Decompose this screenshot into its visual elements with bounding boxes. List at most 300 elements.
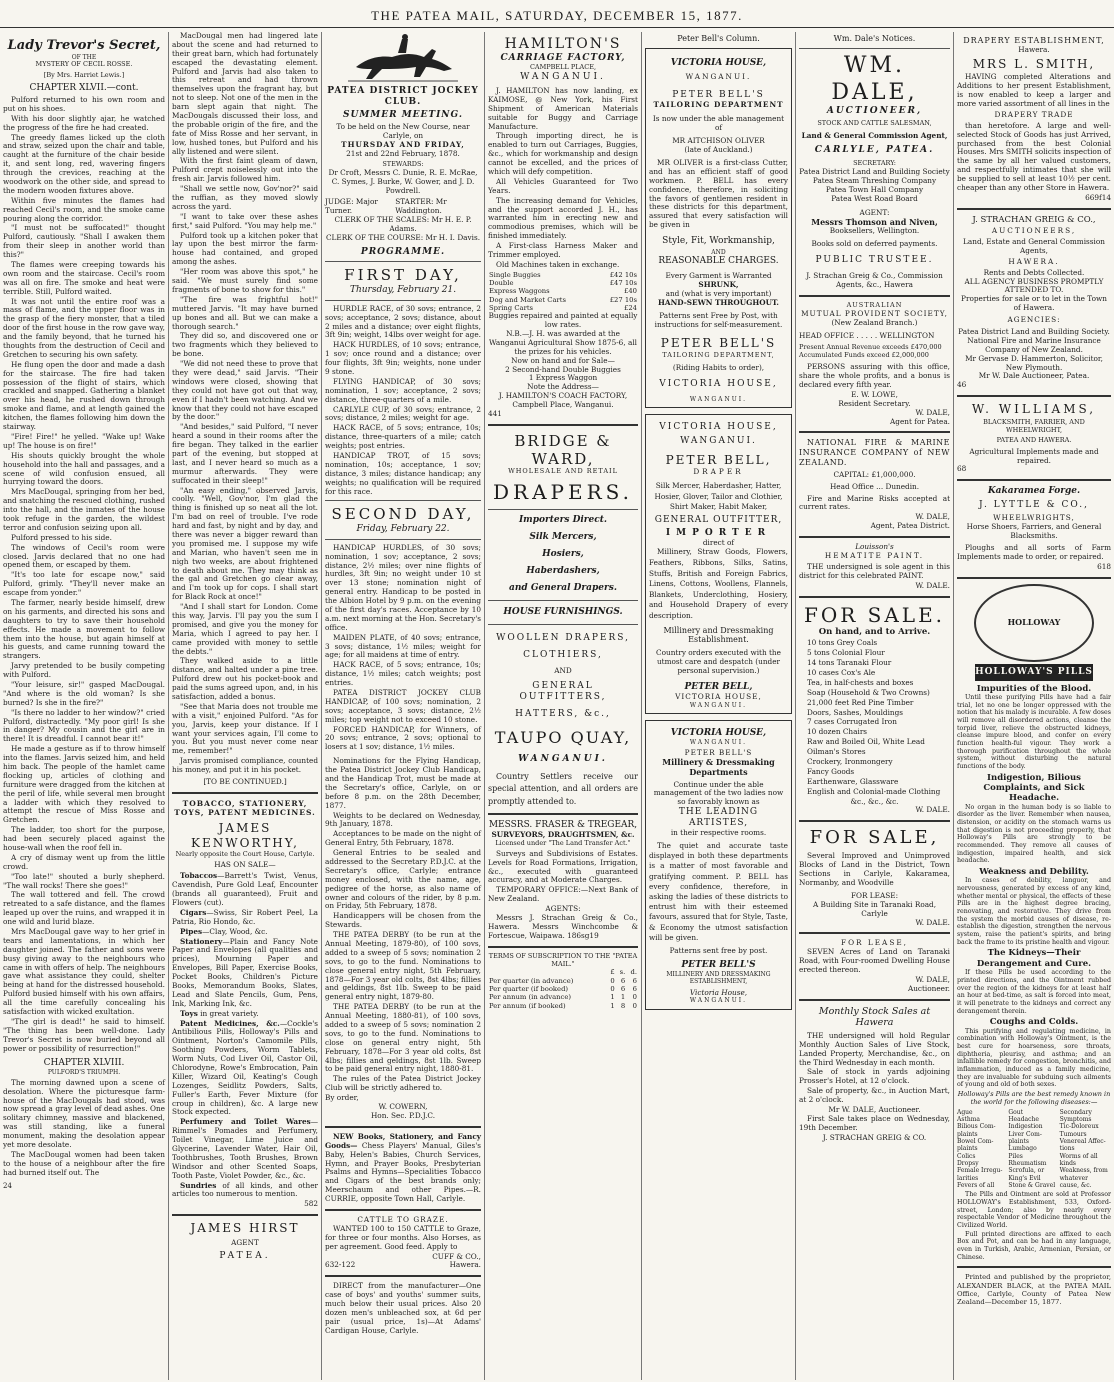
ad-text: The Pills and Ointment are sold at Professor HOLLOWAY's Establishment, 533, Oxford-street, London; also by nearly every respectable Vendor of Medicine throughout the Civilized World.	[957, 1191, 1111, 1229]
paragraph: FLYING HANDICAP, of 30 sovs; nomination, 1 sov; acceptance, 2 sovs; distance, three-quarters of a mile.	[325, 376, 481, 404]
imprint: Printed and published by the proprietor, ALEXANDER BLACK, at the PATEA MAIL Office, Carlyle, County of Patea New Zealand—December 15, 1877.	[957, 1273, 1111, 1307]
ad-settlers-text: Country Settlers receive our special attention, and all orders are promptly attended to.	[488, 771, 638, 806]
column-peter-bell	[642, 32, 795, 1380]
ad-text: In cases of debility, languor, and nervousness, generated by excess of any kind, whether mental or physical, the effects of these Pills are in the highest degree bracing, renovating, and restorative. They drive from the system the morbid causes of disease, re-establish the digestion, strengthen the nervous system, raise the patient's spirits, and bring back the frame to its pristine health and vigour.	[957, 877, 1111, 946]
secretary-role: Hon. Sec. P.D.J.C.	[370, 1110, 436, 1120]
divider	[799, 295, 950, 297]
ad-line: Agent for Patea.	[890, 416, 950, 426]
ad-line: HOUSE FURNISHINGS.	[503, 606, 623, 617]
ad-subtitle: AUCTIONEER,	[826, 106, 923, 117]
column-hawera-ads	[954, 32, 1114, 1380]
paragraph: Now on hand and for Sale—	[511, 355, 615, 365]
meeting-days: THURSDAY AND FRIDAY,	[341, 139, 465, 149]
address-line: Campbell Place, Wanganui.	[512, 400, 614, 410]
ad-text: NATIONAL FIRE & MARINE INSURANCE COMPANY of NEW ZEALAND.	[799, 438, 950, 467]
ad-line: Haberdashers,	[526, 565, 600, 576]
paragraph: 21,000 feet Red Pine Timber	[807, 697, 914, 707]
programme-heading: PROGRAMME.	[360, 246, 446, 257]
paragraph: HACK RACE, of 5 sovs; entrance, 10s; distance, three-quarters of a mile; catch weights; post entries.	[325, 423, 481, 451]
paragraph: The windows of Cecil's room were closed. Jarvis declared that no one had opened them, or escaped by them.	[3, 542, 165, 570]
masthead	[0, 0, 1114, 28]
paragraph: The morning dawned upon a scene of desolation. Where the picturesque farm-house of the MacDougals had stood, was now spread a gray level of dead ashes. One solitary chimney, massive and blackened, was still standing, like a funeral monument, making the desolation appear yet more desolate.	[3, 1077, 165, 1150]
address-line: J. HAMILTON'S COACH FACTORY,	[498, 391, 628, 401]
ad-line: Rents and Debts Collected.	[983, 267, 1085, 277]
paragraph: "And besides," said Pulford, "I never heard a sound in their rooms after the fire began. They talked in the earlier part of the evening, but stopped at last, and I never heard so much as a murmur afterwards. They were suffocated in their sleep!"	[172, 422, 318, 485]
price-value: £24	[624, 303, 637, 312]
paragraph: Patea District Land and Building Society	[799, 167, 950, 177]
ad-line: PUBLIC TRUSTEE.	[815, 255, 934, 266]
ailment-item: Gout	[1008, 1108, 1024, 1116]
ad-title: Kakaramea Forge.	[987, 486, 1081, 497]
ad-line: Style, Fit, Workmanship,	[662, 236, 775, 247]
column-heading: Wm. Dale's Notices.	[833, 34, 916, 43]
paragraph: "Her room was above this spot," he said. "We must surely find some fragments of bone to show for this."	[172, 267, 318, 294]
paragraph: "The fire was frightful hot!" muttered Jarvis. "It may have burned up bones and all. But we can make a thorough search."	[172, 294, 318, 331]
ad-line: E. W. LOWE,	[851, 389, 898, 399]
ad-line: PETER BELL'S	[660, 335, 777, 350]
ad-text: TEMPORARY OFFICE:—Next Bank of New Zealand.	[488, 885, 638, 904]
story-subtitle: MYSTERY OF CECIL ROSSE.	[35, 60, 133, 69]
divider	[957, 577, 1111, 579]
ad-text: Until these purifying Pills have had a fair trial, let no one be longer oppressed with the notion that his malady is incurable. A few doses will remove all disordered actions, cleanse the torpid liver, relieve the obstructed kidneys, cleanse impure blood, and confer on every function health-ful vigour. They work a thorough purification throughout the whole system, without disturbing the natural functions of the body.	[957, 693, 1111, 770]
clerk-of-scales: CLERK OF THE SCALES: Mr H. E. P. Adams.	[334, 214, 472, 233]
ad-line: W. DALE.	[915, 805, 950, 815]
ad-title: FOR SALE,	[809, 827, 940, 849]
ad-text: Fire and Marine Risks accepted at current rates.	[799, 493, 950, 512]
divider	[488, 624, 638, 625]
ad-line: in their respective rooms.	[670, 828, 767, 838]
ad-line: AUSTRALIAN	[846, 300, 903, 309]
paragraph: "We did not need these to prove that they were dead," said Jarvis. "Their windows were closed, showing that they could not have got out that way, even if I hadn't been watching. And we know that they could not have escaped by the door."	[172, 359, 318, 422]
terms-header-blank	[488, 968, 607, 976]
ad-line: W. DALE.	[915, 917, 950, 927]
ad-line: HATTERS, &c.,	[515, 709, 611, 720]
paragraph: Mrs MacDougal gave way to her grief in tears and lamentations, in which her daughter joined. The father and sons were busy giving away to the neighbours who came in with offers of help. The neighbours gave what assistance they could, shelter being at hand for the distressed household. Pulford busied himself with his own affairs, all the time carefully concealing his satisfaction with wicked exultation.	[3, 927, 165, 1017]
ailment-item: Stone & Gravel	[1008, 1181, 1056, 1189]
divider	[325, 1209, 481, 1211]
ad-line: Millinery & Dressmaking Departments	[662, 757, 775, 777]
ad-line: Land, Estate and General Commission Agents,	[963, 236, 1105, 255]
ad-line: WANGANUI.	[518, 753, 608, 764]
divider	[799, 999, 950, 1001]
ailment-item: Headache	[1008, 1116, 1039, 1124]
paragraph: THE PATEA DERBY (to be run at the Annual Meeting, 1879-80), of 100 sovs, added to a sweep of 5 sovs; nomination 2 sovs, to go to the fund. Nominations to close general entry night, 5th February, 1878—For 3 year old colts, 8st 4lbs; fillies and geldings, 8st 1lb. Sweep to be paid general entry night, 1879-80.	[325, 930, 481, 1002]
terms-value: 6	[620, 985, 626, 994]
ailment-item: tions	[1059, 1145, 1075, 1153]
paragraph: "See that Maria does not trouble me with a visit," enjoined Pulford. "As for you, Jarvis, keep your distance. If I want your services again, I'll come to you. But you must never come near me, remember!"	[172, 701, 318, 756]
price-value: £27 10s	[609, 295, 637, 304]
ailment-item: larities	[957, 1174, 979, 1182]
subscription-table	[488, 968, 638, 1009]
ailment-item: Female Irregu-	[957, 1167, 1003, 1175]
terms-label: Per quarter (if booked)	[489, 985, 569, 994]
paragraph: Old Machines taken in exchange.	[496, 259, 620, 269]
ad-text: This purifying and regulating medicine, in combination with Holloway's Ointment, is the best cure for hoarseness, sore throats, diphtheria, pleurisy, and asthma; and an infallible remedy for congestion, bronchitis, and inflammation, induced as a family medicine, they are invaluable for subduing such ailments of young and old of both sexes.	[957, 1027, 1111, 1089]
terms-value: 1	[620, 993, 626, 1002]
ad-item-list	[172, 872, 318, 1199]
paragraph: A First-class Harness Maker and Trimmer employed.	[488, 241, 638, 259]
paragraph: "An easy ending," observed Jarvis, coolly. "Well, Gov'nor, I'm glad the thing is finished up so neat all the lot. I'm bad on reel of trouble. I've rode hard and fast, by night and by day, and there was never a bigger reward than you promised me. I suppose my wife and Marian, who haven't seen me in nigh two weeks, are about frightened to death about me. They may think as the gal and Gretchen go clear away, and I'm took up for cops. I shall start for Black Rock at once!"	[172, 485, 318, 602]
story-text	[3, 96, 165, 1054]
ad-text: PERSONS assuring with this office, share the whole profits, and a bonus is declared every fifth year.	[799, 362, 950, 390]
cattle-town: Hawera.	[449, 1260, 481, 1270]
ailment-item: King's Evil	[1008, 1174, 1041, 1182]
ailment-item: Rheumatism	[1008, 1160, 1047, 1167]
ad-item-label: Patent Medicines, &c.	[180, 1018, 280, 1028]
paragraph: 14 tons Taranaki Flour	[807, 658, 892, 668]
ad-on-sale: HAS ON SALE—	[214, 860, 276, 870]
ad-line: DRAPERY TRADE	[994, 109, 1074, 119]
price-item: Dog and Market Carts	[489, 295, 567, 304]
ad-line: Importers Direct.	[518, 514, 608, 525]
ailment-item: plaints	[957, 1145, 978, 1153]
ad-title: WM. DALE,	[831, 52, 918, 105]
ad-line: and (what is very important)	[665, 289, 772, 299]
terms-header: s.	[619, 968, 626, 977]
paragraph: Pulford pressed to his side.	[11, 532, 112, 542]
race-list	[325, 305, 481, 497]
judge: JUDGE: Major Turner.	[325, 197, 378, 215]
divider	[325, 1275, 481, 1277]
paragraph: Patea Town Hall Company	[825, 184, 924, 194]
paragraph: The flames were creeping towards his own room and the staircase. Cecil's room was all on fire. The smoke and heat were terrible. Still, Pulford waited.	[3, 260, 165, 296]
ailment-item: Worms of all	[1059, 1152, 1098, 1160]
paragraph: Raw and Boiled Oil, White Lead	[807, 737, 925, 747]
ad-line: VICTORIA HOUSE,	[675, 691, 762, 701]
hamilton-text	[488, 87, 638, 270]
ad-line: Land & General Commission Agent,	[801, 131, 948, 141]
cattle-advertiser: CUFF & CO.,	[432, 1251, 481, 1261]
paragraph: 1 Express Waggon	[528, 373, 598, 383]
story-byline: OF THE	[71, 53, 97, 61]
divider	[325, 500, 481, 501]
ad-title: J. STRACHAN GREIG & CO.,	[972, 214, 1096, 225]
day-date: Thursday, February 21.	[349, 284, 457, 295]
paragraph: 10 tons Grey Coals	[807, 638, 878, 648]
ad-title: Monthly Stock Sales at Hawera	[818, 1005, 931, 1029]
ad-item-label: Perfumery and Toilet Wares	[180, 1117, 311, 1127]
ad-line: Every Garment is Warranted	[665, 271, 772, 281]
ad-line: Resident Secretary.	[838, 398, 911, 408]
paragraph: HURDLE RACE, of 30 sovs; entrance, 2 sovs; acceptance, 2 sovs; distance, about 2 miles and a distance; over eight flights, 3ft 9in; weight, 14lbs over weight for age.	[325, 303, 481, 340]
story-text	[172, 32, 318, 775]
terms-value: 0	[632, 1001, 637, 1010]
ad-line: FOR LEASE,	[841, 938, 908, 948]
divider	[799, 932, 950, 934]
divider	[325, 261, 481, 262]
divider	[325, 1126, 481, 1128]
ad-line: AND	[554, 665, 572, 675]
divider	[799, 48, 950, 49]
race-list	[325, 544, 481, 752]
ailment-item: Symptoms	[1059, 1116, 1092, 1124]
ad-line: direct of	[702, 537, 735, 547]
ad-item-text: —Cockle's Antibilious Pills, Holloway's Pills and Ointment, Norton's Camomile Pills, Soothing Powders, Worm Tablets, Worm Nuts, Cod Liver Oil, Castor Oil, Chlorodyne, Rowe's Embrocation, Pain Killer, Wizard Oil, Keating's Cough Lozenges, Seidlitz Powders, Salts, Fuller's Earth, Fever Mixture (for croup in children), &c. A large new Stock expected.	[172, 1018, 318, 1117]
ad-item	[172, 928, 318, 937]
paragraph: Fancy Goods	[807, 766, 855, 776]
ad-line: Hosiers,	[542, 548, 584, 559]
by-order: By order,	[325, 1093, 359, 1103]
ad-line: Mr W. DALE, Auctioneer.	[828, 1105, 921, 1115]
terms-header-row	[488, 968, 638, 976]
ad-line: VICTORIA HOUSE,	[670, 57, 767, 68]
ad-item-label: Sundries	[180, 1180, 217, 1190]
ad-line: Patterns sent Free by Post, with instructions for self-measurement.	[654, 310, 783, 329]
ad-item-text: in great variety.	[197, 1008, 259, 1018]
column-wm-dale	[796, 32, 953, 1380]
paragraph: 7 cases Corrugated Iron	[807, 717, 897, 727]
ad-line: Victoria House,	[689, 987, 748, 997]
ad-item-text: —Swiss, Sir Robert Peel, La Patria, Rio Hondo, &c.	[172, 907, 318, 926]
paragraph: Patea West Road Board	[831, 193, 918, 203]
ad-heading: TOBACCO, STATIONERY, TOYS, PATENT MEDICINES.	[174, 798, 316, 818]
cattle-text: WANTED 100 to 150 CATTLE to Graze, for three or four months. Also Horses, as per agreement. Good feed. Apply to	[325, 1223, 481, 1251]
ad-text: THE undersigned is sole agent in this district for this celebrated PAINT.	[799, 561, 950, 580]
ad-text: No organ in the human body is so liable to disorder as the liver. Remember when nausea, distension, or acidity on the stomach warns us that digestion is not proceeding properly, that Holloway's Pills are strongly to be recommended. They remove all causes of indigestion, impaired health, and sick headache.	[957, 803, 1111, 865]
paragraph: MacDougal men had lingered late about the scene and had returned to their great barn, which had fortunately escaped the devastating element. Pulford and Jarvis had also taken to this retreat and had thrown themselves upon the fragrant hay, but not to sleep. Not one of the men in the barn slept again that night. The MacDougals discussed their loss, and the probable origin of the fire, and the fate of Miss Rosse and her servant, in low, hushed tones, but Pulford and his ally listened and were silent.	[172, 32, 318, 156]
tailoring-ad-box	[645, 48, 792, 409]
ad-merchant-name: JAMES KENWORTHY,	[191, 821, 299, 850]
ailment-grid	[957, 1109, 1111, 1189]
ad-line: MR AITCHISON OLIVER	[672, 136, 765, 146]
column-jockey-club	[322, 32, 484, 1380]
holloway-seal-icon	[974, 584, 1094, 662]
chapter-subheading: PULFORD'S TRIUMPH.	[47, 1069, 121, 1077]
paragraph: The rules of the Patea District Jockey Club will be strictly adhered to.	[325, 1074, 481, 1093]
price-value: £40	[624, 287, 637, 296]
ad-text: The quiet and accurate taste displayed in both these departments is a matter of most favorable and gratifying comment. P. BELL has every confidence, therefore, in asking the ladies of these districts to entrust him with their esteemed favours, assured that for Style, Taste, & Economy the utmost satisfaction will be given.	[649, 841, 788, 942]
paragraph: A cry of dismay went up from the little crowd.	[3, 852, 165, 871]
ad-line: BLACKSMITH, FARRIER, AND WHEELWRIGHT,	[983, 417, 1085, 434]
ad-text: Horse Shoers, Farriers, and General Blacksmiths.	[966, 522, 1102, 541]
paragraph: "Your leisure, sir!" gasped MacDougal. "And where is the old woman? Is she burned? Is she in the fire?"	[3, 679, 165, 707]
terms-value: 0	[632, 993, 637, 1002]
divider	[957, 1266, 1111, 1268]
terms-row	[488, 977, 638, 985]
paragraph: "I want to take over these ashes first," said Pulford. "You may help me."	[172, 211, 318, 230]
ad-number: 582	[304, 1199, 318, 1209]
ad-item-text: —Plain and Fancy Note Paper and Envelopes (all qualities and prices), Mourning Paper and Envelopes, Bill Paper, Exercise Books, Pocket Books, Children's Picture Books, Memorandum Books, Slates, Lead and Slate Pencils, Gum, Pens, Ink, Marking Ink, &c.	[172, 936, 318, 1008]
ad-line: TAUPO QUAY,	[494, 728, 632, 748]
clerk-of-course: CLERK OF THE COURSE: Mr H. I. Davis.	[325, 232, 481, 242]
divider	[488, 946, 638, 948]
column-heading: Peter Bell's Column.	[677, 34, 760, 43]
ad-line: GENERAL OUTFITTER,	[654, 514, 783, 525]
terms-value: 8	[620, 1001, 626, 1010]
ad-text: MR OLIVER is a first-class Cutter, and has an efficient staff of good workmen. P. BELL has every confidence, therefore, in soliciting the favors of gentlemen resident in these districts for this department, assured that every satisfaction will be given in	[649, 158, 788, 230]
ailment-item: Dropsy	[957, 1160, 979, 1167]
paragraph: PATEA DISTRICT JOCKEY CLUB HANDICAP, of 100 sovs; nomination, 2 sovs; acceptance, 3 sovs; distance, 2½ miles; top weight not to exceed 10 stone.	[325, 687, 481, 724]
ailment-item: kinds	[1059, 1160, 1076, 1167]
ad-line: PETER BELL'S	[672, 89, 765, 100]
ad-line: (late of Auckland.)	[684, 145, 753, 155]
club-name: PATEA DISTRICT JOCKEY CLUB.	[327, 86, 479, 107]
price-value: £47 10s	[609, 279, 637, 288]
ad-line: WANGANUI.	[680, 436, 757, 447]
paragraph: English and Colonial-made Clothing	[807, 786, 941, 796]
ailment-item: Tumours	[1059, 1130, 1087, 1138]
terms-value: 6	[632, 976, 637, 985]
ad-line: HEMATITE PAINT.	[824, 550, 925, 560]
ailment-item: Liver Com-	[1008, 1130, 1042, 1138]
ad-line: CAPITAL: £1,000,000.	[833, 469, 916, 479]
ad-agent: AGENT	[231, 1237, 259, 1247]
paragraph: Patea Steam Threshing Company	[812, 175, 937, 185]
paragraph: His shouts quickly brought the whole household into the hall and passages, and a scene of wild confusion ensued, all hurrying toward the doors.	[3, 450, 165, 487]
column-hamilton-bridge-ward	[485, 32, 641, 1380]
ailment-item: Scrofula, or	[1008, 1167, 1045, 1175]
ad-title: BRIDGE & WARD,	[514, 431, 612, 469]
paragraph: Jarvis promised compliance, counted his money, and put it in his pocket.	[172, 756, 318, 775]
price-value: £42 10s	[609, 270, 637, 279]
meeting-title: SUMMER MEETING.	[342, 109, 464, 120]
ad-line: Silk Mercers,	[529, 531, 597, 542]
ad-item	[172, 1118, 318, 1180]
paragraph: Within five minutes the flames had reached Cecil's room, and the smoke came pouring along the corridor.	[3, 195, 165, 223]
divider	[799, 431, 950, 433]
ad-line: Present Annual Revenue exceeds £470,000	[799, 343, 942, 352]
paragraph: HANDICAP TROT, of 15 sovs; nomination, 10s; acceptance, 1 sov; distance, 3 miles; distance handicap; any weights; no qualification will be required for this race.	[325, 451, 481, 496]
divider	[325, 539, 481, 540]
ad-line: AUCTIONEERS,	[991, 226, 1077, 236]
race-notes	[325, 757, 481, 1093]
ad-title: HAMILTON'S	[504, 36, 622, 52]
ad-town: WANGANUI.	[520, 71, 606, 82]
ad-text: Silk Mercer, Haberdasher, Hatter, Hosier, Glover, Tailor and Clothier, Shirt Maker, Habit Maker,	[654, 480, 783, 512]
ad-title: MRS L. SMITH,	[972, 56, 1096, 71]
ad-subtitle: SURVEYORS, DRAUGHTSMEN, &c.	[491, 829, 635, 839]
ad-title: FOR SALE.	[803, 602, 946, 627]
ad-line: WOOLLEN DRAPERS,	[496, 632, 630, 643]
paragraph: "I must not be suffocated!" thought Pulford, cautiously. "Shall I awaken them from their sleep in another world than this?"	[3, 223, 165, 260]
ad-line: WANGANUI.	[685, 71, 752, 81]
divider	[799, 596, 950, 598]
ad-text: First Sale takes place on Wednesday, 19th December.	[799, 1113, 950, 1132]
ad-subtitle: On hand, and to Arrive.	[818, 626, 931, 637]
ad-line: Licensed under "The Land Transfer Act."	[495, 838, 631, 847]
direct-notice: DIRECT from the manufacturer—One case of boys' and youths' summer suits, much below their usual prices. Also 20 dozen men's unbleached sox, at 6d per pair (usual price, 1s)—At Adams' Cardigan House, Carlyle.	[325, 1281, 481, 1335]
paragraph: All Vehicles Guaranteed for Two Years.	[488, 176, 638, 195]
secretary-name: W. COWERN,	[378, 1102, 428, 1112]
for-sale-list	[799, 639, 950, 796]
ad-line: PETER BELL'S	[681, 959, 756, 970]
ad-item-text: —Barrett's Twist, Venus, Cavendish, Pure Gold Leaf, Encounter (brands all guaranteed), Fruit and Flowers (cut).	[172, 871, 318, 907]
ad-address: CAMPBELL PLACE,	[529, 63, 597, 72]
divider	[172, 1214, 318, 1216]
draper-ad-box	[645, 414, 792, 713]
ad-title: W. WILLIAMS,	[971, 402, 1097, 417]
paragraph: It was not until the entire roof was a mass of flame, and the upper floor was in the grasp of the fiery monster, that a tiled door of the first house in the row gave way, and the family beyond, that he turned his thoughts from the destruction of Cecil and Gretchen to securing his own safety.	[3, 296, 165, 359]
story-text	[3, 1079, 165, 1178]
ad-subtitle: CARRIAGE FACTORY,	[500, 53, 626, 64]
ad-line: WANGANUI.	[689, 701, 748, 709]
ad-line: PETER BELL'S	[684, 748, 753, 758]
ad-text: J. Strachan Greig & Co., Commission Agents, &c., Hawera	[806, 271, 943, 289]
ad-number: 46	[957, 380, 967, 390]
ad-number: 669f14	[1085, 192, 1111, 202]
ad-text: Sale of stock in yards adjoining Prosser's Hotel, at 12 o'clock.	[799, 1067, 950, 1086]
terms-label: Per quarter (in advance)	[489, 976, 574, 985]
price-item: Double	[489, 279, 514, 288]
cattle-heading: CATTLE TO GRAZE.	[357, 1214, 449, 1224]
terms-row	[488, 985, 638, 993]
paragraph: Pulford returned to his own room and put on his shoes.	[3, 94, 165, 113]
paragraph: Earthenware, Glassware	[807, 776, 899, 786]
ad-text: Patea District Land and Building Society.	[958, 327, 1110, 336]
ad-item	[172, 1182, 318, 1200]
ad-line: FOR LEASE:	[850, 890, 899, 900]
paragraph: The greedy flames licked up the cloth and straw, seized upon the chair and table, caught at the furniture of the chair beside it, and sent long, red, wavering fingers through the crevices, reaching at the woodwork on the other side, and spread to the modern wooden fixtures above.	[3, 132, 165, 195]
ad-text: Sale of property, &c., in Auction Mart, at 2 o'clock.	[799, 1086, 950, 1105]
ailment-item: Fevers of all	[957, 1181, 995, 1189]
divider	[957, 208, 1111, 210]
ad-line: MUTUAL PROVIDENT SOCIETY,	[801, 308, 948, 318]
address-label: Note the Address—	[527, 382, 599, 392]
divider	[488, 509, 638, 510]
paragraph: CARLYLE CUP, of 30 sovs; entrance, 2 sovs; distance, 2 miles; weight for age.	[325, 404, 481, 423]
ad-line: J. STRACHAN GREIG & CO.	[822, 1132, 927, 1142]
paragraph: The farmer, nearly beside himself, drew on his garments, and directed his sons and daughters to try to save their household effects. He made a movement to follow them into the house, but again himself at his guests, and came running toward the strangers.	[3, 597, 165, 661]
ad-text: Properties for sale or to let in the Town of Hawera.	[961, 294, 1107, 313]
ad-agents: Messrs J. Strachan Greig & Co., Hawera. Messrs Winchcombe & Fortescue, Waipawa. 186sg19	[488, 912, 638, 940]
ailment-item: Bowel Com-	[957, 1138, 994, 1146]
terms-heading: TERMS OF SUBSCRIPTION TO THE "PATEA MAIL."	[488, 951, 638, 968]
masthead-title: THE PATEA MAIL, SATURDAY, DECEMBER 15, 1877.	[371, 8, 743, 23]
millinery-ad-box	[645, 720, 792, 1010]
paragraph: "Too late!" shouted a burly shepherd. "The wall rocks! There she goes!"	[3, 871, 165, 890]
ad-line: Booksellers, Wellington.	[829, 226, 920, 236]
ad-line: WHEELWRIGHTS,	[993, 513, 1075, 523]
terms-value: 0	[610, 985, 615, 994]
ailment-item: Colics	[957, 1152, 976, 1160]
ailment-item: Bilious Com-	[957, 1123, 996, 1131]
divider	[957, 479, 1111, 481]
ad-line: GENERAL OUTFITTERS,	[519, 681, 607, 703]
horse-and-rider-icon	[348, 33, 458, 85]
holloway-banner: HOLLOWAY'S PILLS	[975, 664, 1093, 681]
ad-line: Books sold on deferred payments.	[811, 239, 938, 249]
ad-line: HAND-SEWN THROUGHOUT.	[658, 298, 779, 308]
continued-note: [TO BE CONTINUED.]	[203, 777, 287, 787]
ailment-item: plaints	[1008, 1138, 1029, 1146]
ad-text: Mr W. Dale Auctioneer, Patea.	[978, 371, 1090, 381]
price-item: Spring Carts	[489, 303, 534, 312]
ad-line: CARLYLE, PATEA.	[814, 145, 935, 156]
terms-value: 6	[620, 976, 626, 985]
divider	[488, 813, 638, 815]
paragraph: Pulford took up a kitchen poker that lay upon the best mirror the farm-house had contained, and groped among the ashes.	[172, 230, 318, 267]
cattle-num: 632-122	[325, 1260, 356, 1270]
ad-line: PETER BELL,	[684, 681, 753, 692]
ad-line: &c., &c., &c.	[850, 796, 899, 806]
ad-town: PATEA.	[219, 1250, 271, 1261]
day-date: Friday, February 22.	[356, 523, 450, 534]
divider	[957, 395, 1111, 397]
ad-heading: Indigestion, Bilious Complaints, and Sick Headache.	[983, 772, 1085, 804]
ad-line: REASONABLE CHARGES.	[658, 256, 779, 267]
ad-number: 441	[488, 408, 502, 418]
ad-text: Holloway's Pills are the best remedy known in the world for the following diseases:—	[957, 1089, 1111, 1106]
paragraph: MAIDEN PLATE, of 40 sovs; entrance, 3 sovs; distance, 1½ miles; weight for age; for all maidens at time of entry.	[325, 632, 481, 660]
paragraph: Mrs MacDougal, springing from her bed, and snatching the rescued clothing, rushed into the hall, and the inmates of the house took refuge in the garden, the wildest terror and confusion seizing upon all.	[3, 487, 165, 532]
column-serial-story	[0, 32, 168, 1380]
terms-row	[488, 993, 638, 1001]
ad-line: PETER BELL,	[665, 453, 772, 468]
ad-item	[172, 1010, 318, 1019]
ad-heading: Coughs and Colds.	[989, 1017, 1079, 1028]
terms-value: 1	[610, 993, 615, 1002]
paragraph: Buggies repaired and painted at equally low rates.	[488, 311, 638, 330]
